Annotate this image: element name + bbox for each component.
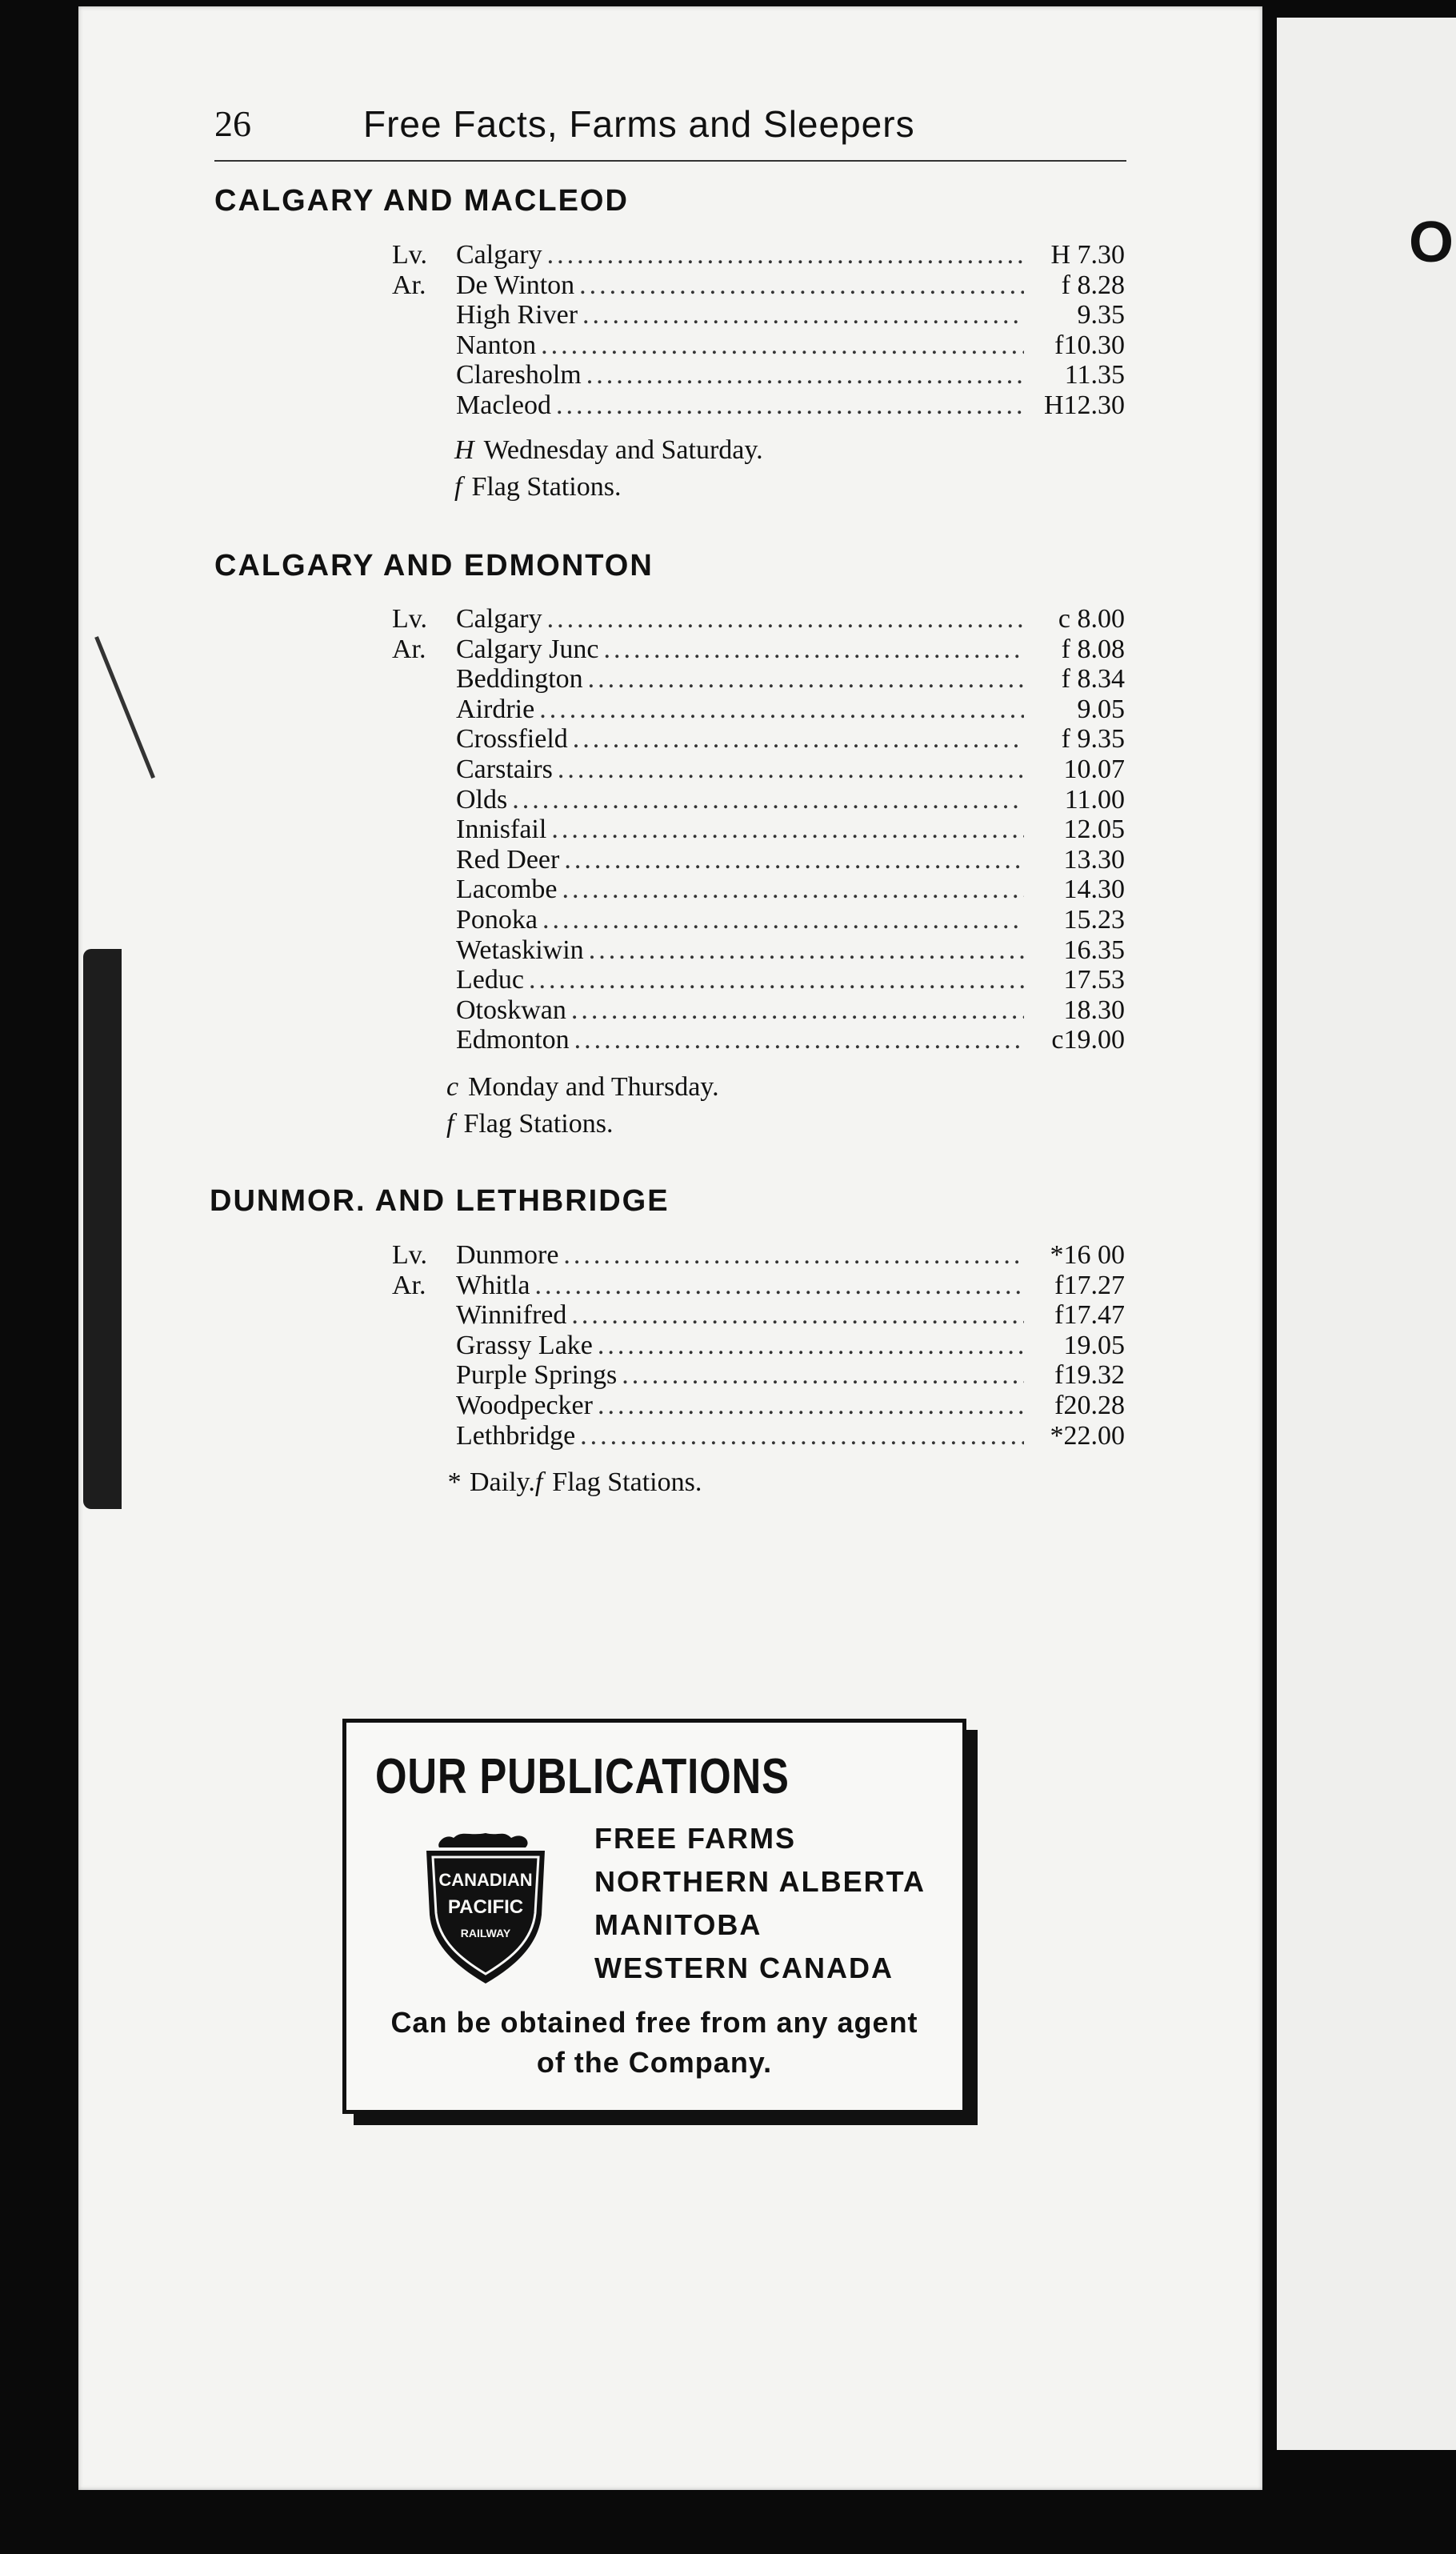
timetable-row <box>392 785 1125 815</box>
station-name: Calgary <box>456 240 542 270</box>
timetable-row <box>392 1391 1125 1421</box>
header-rule <box>214 160 1126 162</box>
timetable-row <box>392 1240 1125 1271</box>
timetable-lethbridge <box>392 1240 1125 1451</box>
note-line <box>446 1464 702 1501</box>
timetable-row <box>392 1025 1125 1055</box>
departure-time: f19.32 <box>1054 1360 1125 1391</box>
departure-time: f 8.08 <box>1061 634 1125 664</box>
dot-leader <box>573 724 1024 755</box>
station-name: High River <box>456 300 578 330</box>
note-symbol: c <box>446 1072 459 1102</box>
departure-time: f17.47 <box>1054 1300 1125 1331</box>
dot-leader <box>539 695 1024 725</box>
station-name: De Winton <box>456 270 575 300</box>
timetable-edmonton <box>392 604 1125 1055</box>
station-name: Airdrie <box>456 694 535 724</box>
note-text: Flag Stations. <box>463 1109 614 1139</box>
departure-time: f10.30 <box>1054 330 1125 360</box>
departure-time: 11.00 <box>1064 784 1125 815</box>
adjacent-page <box>1277 18 1456 2450</box>
advert-footer-line-1: Can be obtained free from any agent <box>390 2006 918 2039</box>
timetable-notes <box>454 432 763 506</box>
timetable-row <box>392 1421 1125 1451</box>
publications-advert <box>342 1719 966 2114</box>
publication-list <box>594 1817 926 1990</box>
departure-time: 12.05 <box>1063 815 1125 845</box>
advert-footer-line-2: of the Company. <box>536 2046 773 2079</box>
departure-time: 9.35 <box>1077 300 1125 330</box>
note-text: Monday and Thursday. <box>468 1072 719 1102</box>
timetable-row <box>392 270 1125 301</box>
row-prefix: Ar. <box>392 634 426 664</box>
timetable-row <box>392 815 1125 845</box>
note-symbol: H <box>454 435 474 465</box>
timetable-row <box>392 905 1125 935</box>
station-name: Claresholm <box>456 360 582 390</box>
departure-time: 19.05 <box>1063 1330 1125 1360</box>
timetable-row <box>392 360 1125 390</box>
station-name: Innisfail <box>456 815 547 845</box>
section-title: CALGARY AND EDMONTON <box>214 549 654 582</box>
timetable-row <box>392 634 1125 665</box>
dot-leader <box>512 785 1024 815</box>
departure-time: 16.35 <box>1063 935 1125 965</box>
timetable-row <box>392 875 1125 905</box>
adjacent-page-text: O <box>1409 210 1454 274</box>
dot-leader <box>580 1421 1024 1451</box>
departure-time: 17.53 <box>1063 965 1125 995</box>
departure-time: 11.35 <box>1064 360 1125 390</box>
logo-line-2: PACIFIC <box>447 1896 524 1918</box>
station-name: Lethbridge <box>456 1420 576 1451</box>
publication-item: WESTERN CANADA <box>594 1952 894 1984</box>
timetable-row <box>392 1300 1125 1331</box>
note-symbol: f <box>446 1109 454 1139</box>
timetable-row <box>392 664 1125 695</box>
station-name: Dunmore <box>456 1240 559 1270</box>
departure-time: 15.23 <box>1063 904 1125 935</box>
dot-leader <box>598 1391 1024 1421</box>
station-name: Nanton <box>456 330 537 360</box>
timetable-row <box>392 755 1125 785</box>
station-name: Macleod <box>456 390 551 420</box>
timetable-notes <box>446 1464 702 1501</box>
dot-leader <box>562 875 1025 905</box>
row-prefix: Lv. <box>392 604 428 634</box>
departure-time: f 8.28 <box>1061 270 1125 300</box>
canadian-pacific-shield-icon <box>422 1827 550 1987</box>
dot-leader <box>589 935 1024 966</box>
station-name: Calgary Junc <box>456 634 599 664</box>
publication-item: NORTHERN ALBERTA <box>594 1865 926 1898</box>
station-name: Leduc <box>456 965 524 995</box>
dot-leader <box>556 390 1024 421</box>
row-prefix: Ar. <box>392 1270 426 1300</box>
departure-time: f20.28 <box>1054 1390 1125 1420</box>
dot-leader <box>551 815 1024 845</box>
page-header <box>214 102 1126 166</box>
station-name: Grassy Lake <box>456 1330 593 1360</box>
dot-leader <box>588 664 1024 695</box>
advert-heading: OUR PUBLICATIONS <box>375 1749 790 1804</box>
timetable-notes <box>446 1069 719 1143</box>
station-name: Whitla <box>456 1270 530 1300</box>
departure-time: 10.07 <box>1063 754 1125 784</box>
timetable-row <box>392 1331 1125 1361</box>
timetable-row <box>392 604 1125 634</box>
dot-leader <box>579 270 1024 301</box>
row-prefix: Ar. <box>392 270 426 300</box>
logo-line-1: CANADIAN <box>438 1870 533 1890</box>
note-text: Wednesday and Saturday. <box>483 435 763 465</box>
note-text: Flag Stations. <box>552 1467 702 1497</box>
timetable-row <box>392 845 1125 875</box>
dot-leader <box>547 604 1024 634</box>
station-name: Red Deer <box>456 844 560 875</box>
section-title: DUNMOR. AND LETHBRIDGE <box>210 1184 670 1218</box>
dot-leader <box>542 905 1024 935</box>
station-name: Calgary <box>456 604 542 634</box>
station-name: Crossfield <box>456 724 568 755</box>
dot-leader <box>558 755 1024 785</box>
departure-time: *16 00 <box>1050 1240 1125 1270</box>
departure-time: c19.00 <box>1051 1025 1125 1055</box>
publication-item: FREE FARMS <box>594 1822 797 1855</box>
timetable-row <box>392 965 1125 995</box>
station-name: Woodpecker <box>456 1390 593 1420</box>
departure-time: f17.27 <box>1054 1270 1125 1300</box>
page-title: Free Facts, Farms and Sleepers <box>363 103 915 145</box>
departure-time: f 8.34 <box>1061 664 1125 695</box>
timetable-row <box>392 390 1125 421</box>
publication-item: MANITOBA <box>594 1908 762 1941</box>
note-symbol: * <box>446 1467 460 1497</box>
station-name: Otoskwan <box>456 995 566 1025</box>
note-text: Daily. <box>470 1467 535 1497</box>
station-name: Beddington <box>456 664 583 695</box>
dot-leader <box>622 1360 1024 1391</box>
timetable-row <box>392 300 1125 330</box>
station-name: Ponoka <box>456 904 538 935</box>
timetable-row <box>392 1360 1125 1391</box>
departure-time: 14.30 <box>1063 875 1125 905</box>
dot-leader <box>598 1331 1024 1361</box>
dot-leader <box>535 1271 1024 1301</box>
note-line <box>454 469 763 506</box>
row-prefix: Lv. <box>392 1240 428 1270</box>
dot-leader <box>574 1025 1024 1055</box>
dot-leader <box>603 634 1024 665</box>
timetable-row <box>392 240 1125 270</box>
row-prefix: Lv. <box>392 240 428 270</box>
note-symbol: f <box>454 472 462 502</box>
departure-time: 9.05 <box>1077 694 1125 724</box>
section-title: CALGARY AND MACLEOD <box>214 184 629 218</box>
station-name: Edmonton <box>456 1025 570 1055</box>
timetable-row <box>392 1271 1125 1301</box>
note-text: Flag Stations. <box>471 472 622 502</box>
dot-leader <box>571 995 1024 1026</box>
dot-leader <box>547 240 1024 270</box>
station-name: Olds <box>456 784 508 815</box>
note-symbol: f <box>534 1467 543 1497</box>
dot-leader <box>563 1240 1024 1271</box>
note-line <box>446 1106 719 1143</box>
page-number: 26 <box>214 103 251 144</box>
station-name: Winnifred <box>456 1300 567 1331</box>
departure-time: H 7.30 <box>1050 240 1125 270</box>
note-item <box>446 1467 535 1497</box>
dot-leader <box>586 360 1024 390</box>
note-item <box>535 1467 702 1497</box>
timetable-row <box>392 330 1125 361</box>
timetable-row <box>392 995 1125 1026</box>
timetable-row <box>392 695 1125 725</box>
binding-tab <box>83 949 122 1509</box>
departure-time: H12.30 <box>1043 390 1125 420</box>
timetable-row <box>392 724 1125 755</box>
advert-footer <box>346 2003 962 2083</box>
dot-leader <box>541 330 1024 361</box>
note-line <box>454 432 763 469</box>
dot-leader <box>582 300 1024 330</box>
station-name: Carstairs <box>456 754 553 784</box>
station-name: Lacombe <box>456 875 558 905</box>
station-name: Purple Springs <box>456 1360 618 1391</box>
departure-time: c 8.00 <box>1058 604 1125 634</box>
departure-time: 18.30 <box>1063 995 1125 1025</box>
departure-time: 13.30 <box>1063 844 1125 875</box>
logo-line-3: RAILWAY <box>460 1927 511 1940</box>
dot-leader <box>564 845 1024 875</box>
dot-leader <box>529 965 1024 995</box>
departure-time: *22.00 <box>1050 1420 1125 1451</box>
station-name: Wetaskiwin <box>456 935 584 965</box>
note-line <box>446 1069 719 1106</box>
timetable-macleod <box>392 240 1125 421</box>
timetable-row <box>392 935 1125 966</box>
dot-leader <box>571 1300 1024 1331</box>
departure-time: f 9.35 <box>1061 724 1125 755</box>
